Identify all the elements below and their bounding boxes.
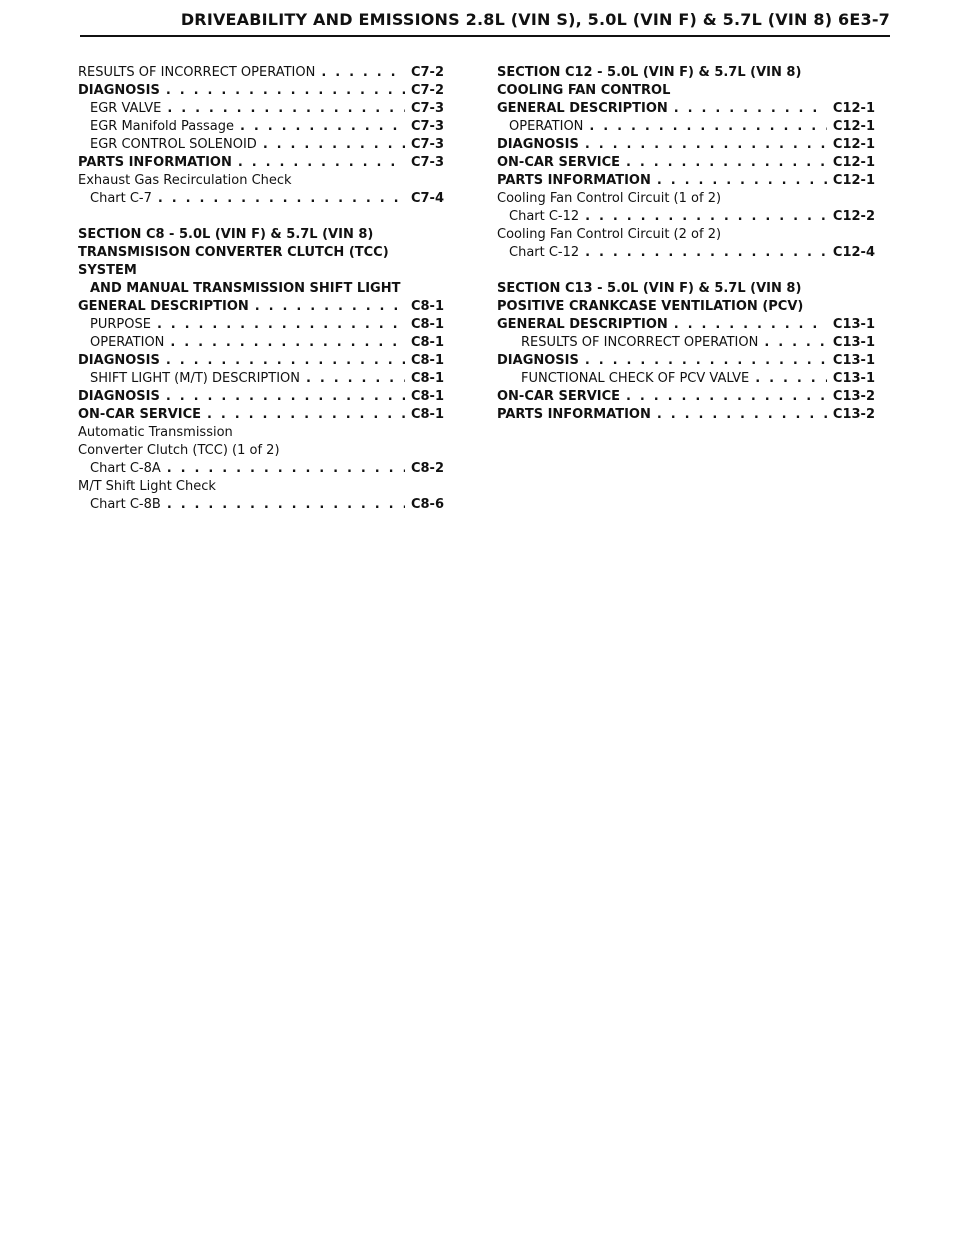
toc-right-column xyxy=(497,64,875,424)
leader-dots xyxy=(157,316,405,334)
toc-entry-label: ON-CAR SERVICE xyxy=(497,155,621,170)
section-heading: AND MANUAL TRANSMISSION SHIFT LIGHT xyxy=(90,281,401,296)
toc-entry-page: C7-3 xyxy=(410,155,444,170)
toc-entry-page: C8-1 xyxy=(410,317,444,332)
toc-group-label: Converter Clutch (TCC) (1 of 2) xyxy=(78,443,280,458)
toc-entry-label: Chart C-7 xyxy=(90,191,152,206)
toc-entry-page: C8-6 xyxy=(410,497,444,512)
toc-entry-label: ON-CAR SERVICE xyxy=(497,389,621,404)
toc-entry-page: C7-2 xyxy=(410,83,444,98)
leader-dots xyxy=(240,118,405,136)
section-heading: TRANSMISISON CONVERTER CLUTCH (TCC) SYSTEM xyxy=(78,245,389,278)
toc-entry-label: ON-CAR SERVICE xyxy=(78,407,202,422)
toc-entry-label: OPERATION xyxy=(509,119,584,134)
toc-entry[interactable] xyxy=(78,298,444,316)
toc-entry[interactable] xyxy=(497,136,875,154)
toc-left-column xyxy=(78,64,444,514)
leader-dots xyxy=(306,370,405,388)
toc-entry[interactable] xyxy=(78,136,444,154)
toc-entry[interactable] xyxy=(497,154,875,172)
page-header: DRIVEABILITY AND EMISSIONS 2.8L (VIN S), 5.0L (VIN F) & 5.7L (VIN 8) 6E3-7 xyxy=(80,10,890,37)
toc-group-label: Automatic Transmission xyxy=(78,425,233,440)
toc-entry-page: C8-1 xyxy=(410,407,444,422)
toc-entry-page: C13-2 xyxy=(832,389,875,404)
section-heading: POSITIVE CRANKCASE VENTILATION (PCV) xyxy=(497,299,804,314)
toc-entry-page: C8-2 xyxy=(410,461,444,476)
toc-entry[interactable] xyxy=(497,172,875,190)
leader-dots xyxy=(674,100,827,118)
toc-entry-label: GENERAL DESCRIPTION xyxy=(497,317,668,332)
toc-entry[interactable] xyxy=(497,406,875,424)
toc-entry-page: C12-1 xyxy=(832,173,875,188)
leader-dots xyxy=(585,208,827,226)
toc-entry-label: EGR VALVE xyxy=(90,101,162,116)
toc-entry[interactable] xyxy=(78,406,444,424)
toc-entry-page: C12-1 xyxy=(832,101,875,116)
toc-entry[interactable] xyxy=(78,190,444,208)
toc-entry-label: GENERAL DESCRIPTION xyxy=(78,299,249,314)
leader-dots xyxy=(585,136,827,154)
toc-entry-page: C7-3 xyxy=(410,119,444,134)
toc-entry-label: Chart C-8B xyxy=(90,497,161,512)
toc-entry-page: C12-4 xyxy=(832,245,875,260)
toc-entry-label: RESULTS OF INCORRECT OPERATION xyxy=(78,65,316,80)
toc-entry[interactable] xyxy=(497,100,875,118)
toc-entry-page: C12-2 xyxy=(832,209,875,224)
section-heading: SECTION C13 - 5.0L (VIN F) & 5.7L (VIN 8) xyxy=(497,281,802,296)
leader-dots xyxy=(255,298,405,316)
toc-entry[interactable] xyxy=(78,118,444,136)
toc-group-label: Cooling Fan Control Circuit (2 of 2) xyxy=(497,227,722,242)
leader-dots xyxy=(585,244,827,262)
toc-entry[interactable] xyxy=(78,316,444,334)
section-heading: COOLING FAN CONTROL xyxy=(497,83,671,98)
toc-entry-label: PARTS INFORMATION xyxy=(497,407,651,422)
leader-dots xyxy=(263,136,405,154)
toc-entry-page: C12-1 xyxy=(832,155,875,170)
toc-entry-page: C13-1 xyxy=(832,335,875,350)
toc-entry-label: Chart C-12 xyxy=(509,245,580,260)
leader-dots xyxy=(167,100,405,118)
leader-dots xyxy=(626,154,827,172)
toc-entry-label: RESULTS OF INCORRECT OPERATION xyxy=(521,335,759,350)
toc-entry-label: GENERAL DESCRIPTION xyxy=(497,101,668,116)
toc-entry-label: OPERATION xyxy=(90,335,165,350)
toc-entry-label: PURPOSE xyxy=(90,317,151,332)
toc-entry-label: Chart C-8A xyxy=(90,461,161,476)
toc-entry[interactable] xyxy=(78,352,444,370)
toc-entry[interactable] xyxy=(78,154,444,172)
toc-entry-page: C13-1 xyxy=(832,353,875,368)
leader-dots xyxy=(166,388,405,406)
toc-entry-page: C7-2 xyxy=(410,65,444,80)
toc-entry[interactable] xyxy=(497,118,875,136)
toc-entry-label: Chart C-12 xyxy=(509,209,580,224)
toc-entry-page: C12-1 xyxy=(832,137,875,152)
toc-entry[interactable] xyxy=(497,244,875,262)
toc-entry-label: DIAGNOSIS xyxy=(497,137,579,152)
toc-entry-page: C12-1 xyxy=(832,119,875,134)
toc-entry[interactable] xyxy=(78,82,444,100)
leader-dots xyxy=(167,460,405,478)
toc-group-label: Cooling Fan Control Circuit (1 of 2) xyxy=(497,191,722,206)
toc-entry-page: C8-1 xyxy=(410,353,444,368)
toc-entry-page: C13-1 xyxy=(832,317,875,332)
toc-entry[interactable] xyxy=(497,352,875,370)
toc-entry-label: EGR CONTROL SOLENOID xyxy=(90,137,257,152)
toc-entry[interactable] xyxy=(78,334,444,352)
leader-dots xyxy=(585,352,827,370)
leader-dots xyxy=(764,334,827,352)
toc-group-label: Exhaust Gas Recirculation Check xyxy=(78,173,292,188)
toc-entry[interactable] xyxy=(78,460,444,478)
leader-dots xyxy=(626,388,827,406)
section-heading: SECTION C8 - 5.0L (VIN F) & 5.7L (VIN 8) xyxy=(78,227,374,242)
toc-entry[interactable] xyxy=(497,208,875,226)
leader-dots xyxy=(166,82,405,100)
toc-entry-page: C13-2 xyxy=(832,407,875,422)
toc-entry[interactable] xyxy=(497,388,875,406)
toc-entry[interactable] xyxy=(497,316,875,334)
toc-entry-label: DIAGNOSIS xyxy=(78,83,160,98)
leader-dots xyxy=(207,406,405,424)
toc-entry-page: C8-1 xyxy=(410,335,444,350)
leader-dots xyxy=(170,334,405,352)
toc-entry-label: DIAGNOSIS xyxy=(497,353,579,368)
section-heading: SECTION C12 - 5.0L (VIN F) & 5.7L (VIN 8) xyxy=(497,65,802,80)
leader-dots xyxy=(674,316,827,334)
toc-entry[interactable] xyxy=(497,334,875,352)
toc-entry-label: EGR Manifold Passage xyxy=(90,119,234,134)
leader-dots xyxy=(166,352,405,370)
toc-entry-label: PARTS INFORMATION xyxy=(78,155,232,170)
toc-entry[interactable] xyxy=(78,388,444,406)
leader-dots xyxy=(167,496,405,514)
toc-entry-page: C8-1 xyxy=(410,389,444,404)
toc-entry-label: DIAGNOSIS xyxy=(78,353,160,368)
toc-entry[interactable] xyxy=(78,496,444,514)
toc-entry[interactable] xyxy=(78,370,444,388)
toc-entry-label: SHIFT LIGHT (M/T) DESCRIPTION xyxy=(90,371,300,386)
toc-entry-page: C8-1 xyxy=(410,299,444,314)
toc-entry-label: FUNCTIONAL CHECK OF PCV VALVE xyxy=(521,371,750,386)
leader-dots xyxy=(321,64,405,82)
leader-dots xyxy=(657,406,827,424)
leader-dots xyxy=(589,118,827,136)
toc-entry[interactable] xyxy=(78,64,444,82)
leader-dots xyxy=(657,172,827,190)
leader-dots xyxy=(238,154,405,172)
toc-entry-page: C8-1 xyxy=(410,371,444,386)
toc-entry-page: C13-1 xyxy=(832,371,875,386)
toc-entry-page: C7-4 xyxy=(410,191,444,206)
toc-entry-page: C7-3 xyxy=(410,101,444,116)
toc-entry-label: DIAGNOSIS xyxy=(78,389,160,404)
leader-dots xyxy=(158,190,405,208)
leader-dots xyxy=(755,370,827,388)
toc-entry[interactable] xyxy=(78,100,444,118)
toc-group-label: M/T Shift Light Check xyxy=(78,479,216,494)
toc-entry-page: C7-3 xyxy=(410,137,444,152)
toc-entry[interactable] xyxy=(497,370,875,388)
toc-entry-label: PARTS INFORMATION xyxy=(497,173,651,188)
